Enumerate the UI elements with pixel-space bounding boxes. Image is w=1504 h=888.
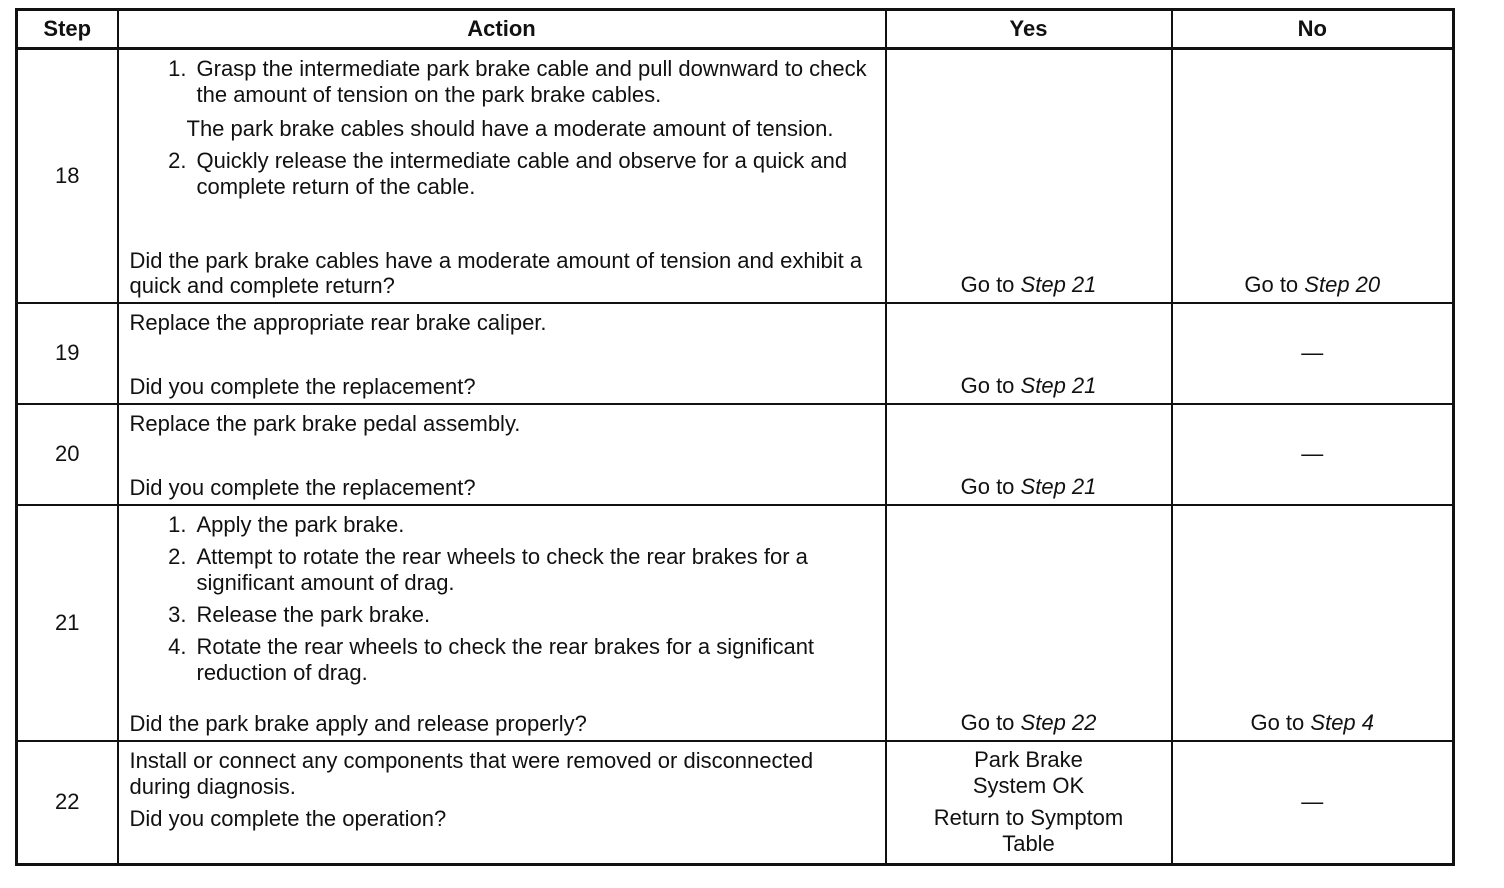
yes-outcome: Park Brake System OK (972, 747, 1085, 799)
step-reference: Step 20 (1304, 271, 1381, 297)
header-step: Step (17, 10, 118, 49)
list-text: Apply the park brake. (196, 511, 405, 537)
action-note: The park brake cables should have a moderate amount of tension. (186, 116, 834, 141)
step-reference: Step 22 (1020, 709, 1097, 735)
table-row (17, 303, 1454, 404)
action-list-item (130, 634, 875, 686)
diagnostic-table (15, 8, 1455, 866)
list-text: Rotate the rear wheels to check the rear brakes for a significant reduction of drag. (196, 633, 815, 685)
action-list-item (130, 544, 875, 596)
step-number: 20 (17, 404, 118, 505)
action-question: Did you complete the replacement? (129, 474, 476, 500)
table-row (17, 49, 1454, 303)
goto-prefix: Go to (960, 271, 1015, 297)
no-result (1172, 49, 1454, 303)
no-result (1172, 303, 1454, 404)
list-text: Release the park brake. (196, 601, 431, 627)
action-question: Did you complete the replacement? (129, 373, 476, 399)
header-yes: Yes (886, 10, 1172, 49)
yes-result (886, 404, 1172, 505)
list-number: 2. (168, 148, 187, 173)
list-number: 1. (168, 511, 187, 537)
table-row (17, 505, 1454, 741)
list-text: Grasp the intermediate park brake cable and pull downward to check the amount of tension on the park brake cables. (196, 56, 867, 107)
no-result (1172, 404, 1454, 505)
no-result-dash: — (1301, 441, 1324, 466)
header-no: No (1172, 10, 1454, 49)
step-reference: Step 4 (1310, 709, 1375, 735)
action-list-item (130, 602, 875, 628)
step-reference: Step 21 (1020, 372, 1097, 398)
goto-prefix: Go to (960, 709, 1015, 735)
header-row (17, 10, 1454, 49)
goto-prefix: Go to (960, 372, 1015, 398)
table-row (17, 404, 1454, 505)
action-cell (118, 741, 886, 865)
list-text: Quickly release the intermediate cable and observe for a quick and complete return of the cable. (196, 148, 848, 199)
action-cell (118, 49, 886, 303)
list-text: Attempt to rotate the rear wheels to check the rear brakes for a significant amount of drag. (196, 543, 808, 595)
no-result (1172, 741, 1454, 865)
step-number: 19 (17, 303, 118, 404)
action-list-item (130, 56, 875, 108)
yes-result (886, 303, 1172, 404)
action-instruction: Replace the appropriate rear brake caliper. (129, 309, 547, 335)
action-list-item (130, 148, 875, 200)
header-action: Action (118, 10, 886, 49)
yes-result (886, 49, 1172, 303)
yes-result (886, 505, 1172, 741)
yes-outcome: Return to Symptom Table (933, 805, 1124, 857)
action-question: Did you complete the operation? (129, 805, 447, 831)
list-number: 3. (168, 601, 187, 627)
action-question: Did the park brake apply and release properly? (129, 710, 587, 736)
list-number: 1. (168, 56, 187, 81)
step-reference: Step 21 (1020, 271, 1097, 297)
action-cell (118, 303, 886, 404)
no-result-dash: — (1301, 789, 1324, 815)
no-result (1172, 505, 1454, 741)
action-instruction: Install or connect any components that were removed or disconnected during diagnosis. (129, 747, 814, 799)
step-number: 21 (17, 505, 118, 741)
no-result-dash: — (1301, 340, 1324, 365)
list-number: 2. (168, 543, 187, 569)
action-list-item (130, 512, 875, 538)
list-number: 4. (168, 633, 187, 659)
table-row (17, 741, 1454, 865)
action-question: Did the park brake cables have a moderate amount of tension and exhibit a quick and complete return? (129, 247, 863, 298)
action-instruction: Replace the park brake pedal assembly. (129, 410, 521, 436)
action-cell (118, 404, 886, 505)
goto-prefix: Go to (1250, 709, 1305, 735)
goto-prefix: Go to (1244, 271, 1299, 297)
step-number: 22 (17, 741, 118, 865)
action-cell (118, 505, 886, 741)
yes-result (886, 741, 1172, 865)
step-number: 18 (17, 49, 118, 303)
goto-prefix: Go to (960, 473, 1015, 499)
step-reference: Step 21 (1020, 473, 1097, 499)
